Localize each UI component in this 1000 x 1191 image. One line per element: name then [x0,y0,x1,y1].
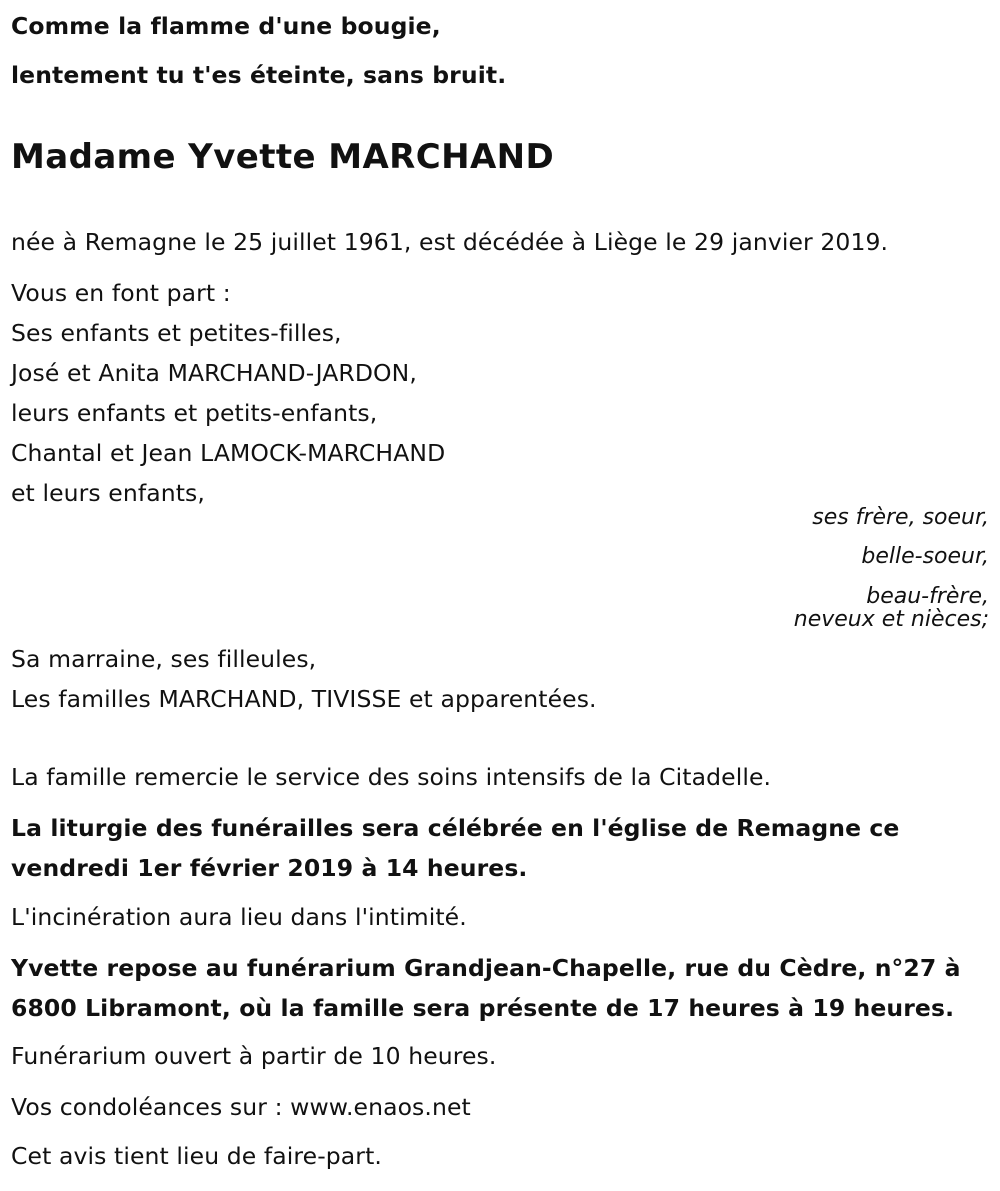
repose-line-2: 6800 Libramont, où la famille sera présente de 17 heures à 19 heures. [11,994,955,1022]
family-line: et leurs enfants, [11,479,205,507]
condolences-text: Vos condoléances sur : www.enaos.net [11,1093,471,1121]
family-line: Les familles MARCHAND, TIVISSE et apparentées. [11,685,597,713]
poem-line-2: lentement tu t'es éteinte, sans bruit. [11,61,507,89]
repose-line-1: Yvette repose au funérarium Grandjean-Chapelle, rue du Cèdre, n°27 à [11,954,961,982]
family-line: José et Anita MARCHAND-JARDON, [11,359,417,387]
relatives-line: beau-frère, [866,584,989,609]
deceased-name: Madame Yvette MARCHAND [11,137,555,177]
cremation-text: L'incinération aura lieu dans l'intimité. [11,903,467,931]
family-line: leurs enfants et petits-enfants, [11,399,378,427]
poem-line-1: Comme la flamme d'une bougie, [11,12,441,40]
family-line: Chantal et Jean LAMOCK-MARCHAND [11,439,446,467]
announcement-intro: Vous en font part : [11,279,231,307]
relatives-line: neveux et nièces; [793,607,989,632]
family-line: Sa marraine, ses filleules, [11,645,317,673]
funeral-line-1: La liturgie des funérailles sera célébrée en l'église de Remagne ce [11,814,900,842]
relatives-line: belle-soeur, [861,544,989,569]
relatives-line: ses frère, soeur, [812,505,989,530]
family-line: Ses enfants et petites-filles, [11,319,342,347]
thanks-text: La famille remercie le service des soins intensifs de la Citadelle. [11,763,772,791]
opening-hours-text: Funérarium ouvert à partir de 10 heures. [11,1042,497,1070]
notice-text: Cet avis tient lieu de faire-part. [11,1142,382,1170]
birth-death-text: née à Remagne le 25 juillet 1961, est décédée à Liège le 29 janvier 2019. [11,228,889,256]
funeral-line-2: vendredi 1er février 2019 à 14 heures. [11,854,528,882]
